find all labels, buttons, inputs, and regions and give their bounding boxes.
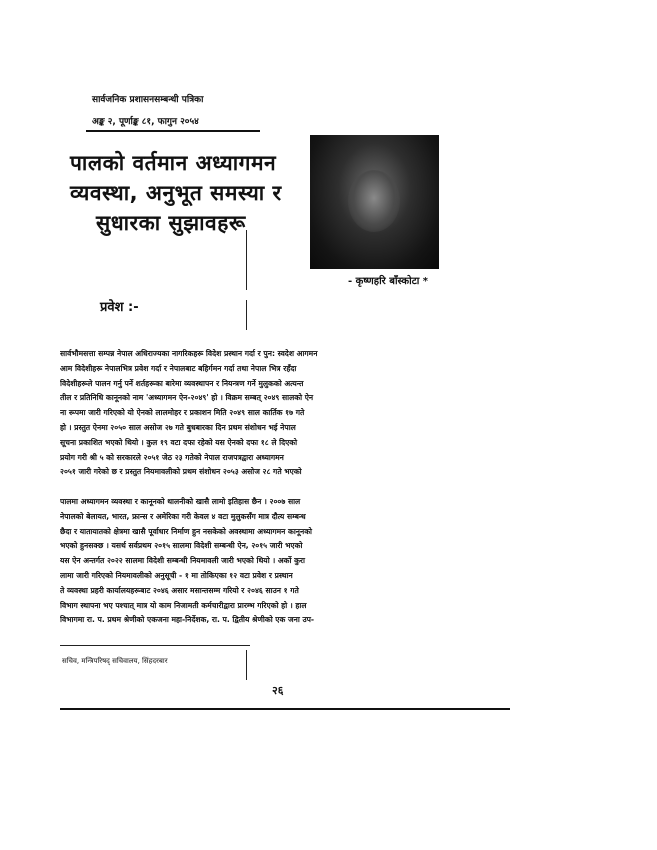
text-line: यस ऐन अन्तर्गत २०२२ सालमा विदेशी सम्बन्धी नियमावली जारी भएको थियो । अर्को कुरा bbox=[60, 556, 305, 566]
article-title-line-1: पालको वर्तमान अध्यागमन bbox=[70, 151, 277, 175]
text-line: नेपालको बेलायत, भारत, फ्रान्स र अमेरिका गरी केवल ४ वटा मुलुकसँग मात्र दौत्य सम्बन्ध bbox=[60, 511, 306, 521]
scan-artifact-line bbox=[246, 300, 247, 330]
text-line: सूचना प्रकाशित भएको थियो । कुल १९ वटा दफा रहेको यस ऐनको दफा १८ ले दिएको bbox=[60, 437, 298, 447]
text-line: २०५१ जारी गरेको छ र प्रस्तुत नियमावलीको प्रथम संशोधन २०५३ असोज २८ गते भएको bbox=[60, 467, 302, 477]
text-line: पालमा अध्यागमन व्यवस्था र कानूनको थालनीको खासै लामो इतिहास छैन । २००७ साल bbox=[60, 497, 301, 506]
text-line: विदेशीहरूले पालन गर्नु पर्ने शर्तहरूका बारेमा व्यवस्थापन र नियन्त्रण गर्ने मुलुकको अत्यन्त bbox=[60, 378, 304, 388]
journal-name: सार्वजनिक प्रशासनसम्बन्धी पत्रिका bbox=[92, 95, 204, 105]
author-photo bbox=[310, 135, 439, 269]
text-line: आम विदेशीहरू नेपालभित्र प्रवेश गर्दा र नेपालबाट बहिर्गमन गर्दा तथा नेपाल भित्र रहँदा bbox=[60, 363, 297, 373]
footer-rule bbox=[60, 708, 510, 710]
header-rule bbox=[86, 130, 260, 132]
article-title-line-2: व्यवस्था, अनुभूत समस्या र bbox=[70, 181, 282, 205]
text-line: सार्वभौमसत्ता सम्पन्न नेपाल अधिराज्यका नागरिकहरू विदेश प्रस्थान गर्दा र पुन: स्वदेश आगमन bbox=[60, 349, 318, 358]
footnote: सचिव, मन्त्रिपरिषद् सचिवालय, सिंहदरबार bbox=[62, 657, 168, 665]
text-line: तील र प्रतिनिधि कानूनको नाम 'अध्यागमन ऐन-२०४९' हो । विक्रम सम्बत् २०४९ सालको ऐन bbox=[60, 393, 314, 403]
footnote-rule bbox=[60, 645, 250, 646]
text-line: ना रूपमा जारी गरिएको यो ऐनको लालमोहर र प्रकाशन मिति २०४९ साल कार्तिक १७ गते bbox=[60, 408, 305, 418]
text-line: छैदा र यातायातको क्षेत्रमा खासै पूर्वाधार निर्माण हुन नसकेको अवस्थामा अध्यागमन कानूनको bbox=[60, 526, 313, 536]
page-number: २६ bbox=[272, 684, 284, 697]
scan-artifact-line bbox=[246, 230, 247, 290]
scan-artifact-line bbox=[246, 650, 247, 680]
section-heading: प्रवेश :- bbox=[100, 300, 139, 315]
issue-info: अङ्क २, पूर्णाङ्क ८१, फागुन २०५४ bbox=[92, 117, 199, 127]
text-line: विभाग स्थापना भए पश्चात् मात्र यो काम निजामती कर्मचारीद्वारा प्रारम्भ गरिएको हो । हाल bbox=[60, 600, 307, 610]
paragraph-1 bbox=[60, 347, 444, 480]
text-line: विभागमा रा. प. प्रथम श्रेणीको एकजना महा-निर्देशक, रा. प. द्वितीय श्रेणीको एक जना उप- bbox=[60, 615, 315, 625]
text-line: ते व्यवस्था प्रहरी कार्यालयहरूबाट २०४६ असार मसान्तसम्म गरियो र २०४६ साउन १ गते bbox=[60, 585, 299, 595]
text-line: भएको हुनसक्छ । यसर्थ सर्वप्रथम २०१५ सालमा विदेशी सम्बन्धी ऐन, २०१५ जारी भएको bbox=[60, 541, 303, 551]
article-title-line-3: सुधारका सुझावहरू bbox=[96, 211, 246, 235]
author-name: - कृष्णहरि बाँस्कोटा * bbox=[348, 276, 429, 287]
text-line: लामा जारी गरिएको नियमावलीको अनुसूची - १ मा तोकिएका १२ वटा प्रवेश र प्रस्थान bbox=[60, 570, 293, 580]
paragraph-2 bbox=[60, 495, 444, 628]
text-line: प्रयोग गरी श्री ५ को सरकारले २०५१ जेठ २३ गतेको नेपाल राजपत्रद्वारा अध्यागमन bbox=[60, 452, 284, 462]
text-line: हो । प्रस्तुत ऐनमा २०५० साल असोज २७ गते बुधबारका दिन प्रथम संशोधन भई नेपाल bbox=[60, 422, 296, 432]
